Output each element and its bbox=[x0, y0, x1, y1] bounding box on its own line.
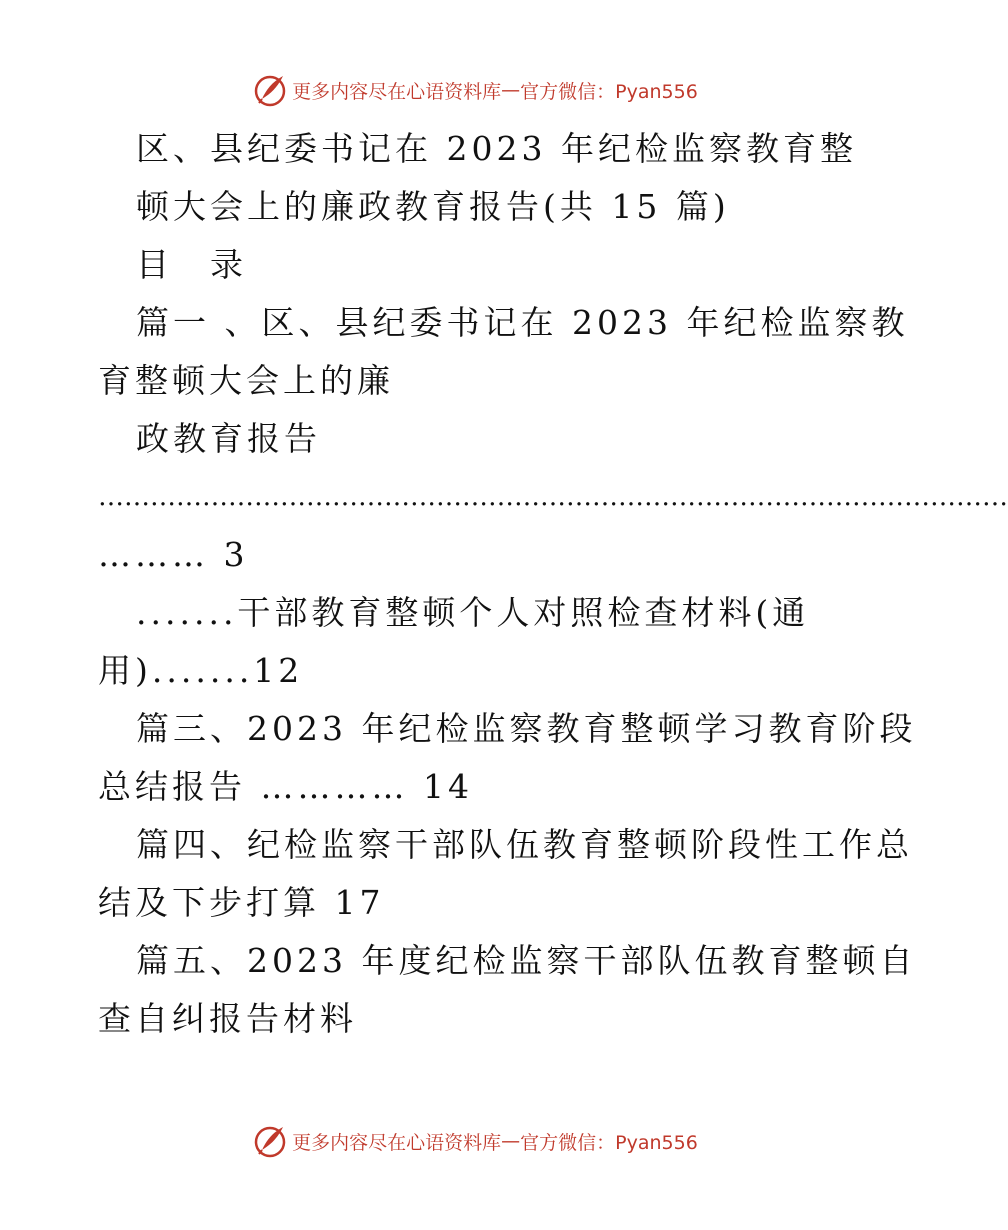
toc-entry-4-line-2: 结及下步打算 17 bbox=[98, 883, 385, 922]
watermark-brand: 更多内容尽在心语资料库 bbox=[292, 80, 502, 103]
toc-entry-1-line-1: 篇一 、区、县纪委书记在 2023 年纪检监察教 bbox=[136, 303, 909, 342]
watermark-dash: — bbox=[501, 1130, 521, 1152]
toc-entry-5-line-2: 查自纠报告材料 bbox=[98, 999, 357, 1038]
watermark-dash: — bbox=[501, 79, 521, 101]
toc-entry-1-line-2: 育整顿大会上的廉 bbox=[98, 361, 394, 400]
toc-heading: 目 录 bbox=[136, 245, 247, 284]
watermark-contact: 官方微信：Pyan556 bbox=[520, 1131, 698, 1154]
toc-entry-4-line-1: 篇四、纪检监察干部队伍教育整顿阶段性工作总 bbox=[136, 825, 913, 864]
toc-entry-5-line-1: 篇五、2023 年度纪检监察干部队伍教育整顿自 bbox=[136, 941, 917, 980]
watermark-contact: 官方微信：Pyan556 bbox=[520, 80, 698, 103]
feather-pen-circle-icon bbox=[252, 72, 288, 108]
toc-entry-3-line-2: 总结报告 ………… 14 bbox=[98, 767, 473, 806]
toc-entry-1-leader: …………………………………………………………………………………………… bbox=[98, 482, 1008, 512]
footer-watermark bbox=[0, 1123, 950, 1159]
document-body bbox=[98, 120, 1008, 1048]
feather-pen-circle-icon bbox=[252, 1123, 288, 1159]
toc-entry-1-page: ……… 3 bbox=[98, 535, 249, 574]
document-title-line-2: 顿大会上的廉政教育报告(共 15 篇) bbox=[136, 187, 730, 226]
toc-entry-2-line-1: .......干部教育整顿个人对照检查材料(通 bbox=[136, 593, 810, 632]
toc-entry-1-line-3: 政教育报告 bbox=[136, 419, 321, 458]
toc-entry-2-line-2: 用).......12 bbox=[98, 651, 304, 690]
toc-entry-3-line-1: 篇三、2023 年纪检监察教育整顿学习教育阶段 bbox=[136, 709, 917, 748]
watermark-brand: 更多内容尽在心语资料库 bbox=[292, 1131, 502, 1154]
header-watermark bbox=[0, 72, 950, 108]
document-title-line-1: 区、县纪委书记在 2023 年纪检监察教育整 bbox=[136, 129, 857, 168]
